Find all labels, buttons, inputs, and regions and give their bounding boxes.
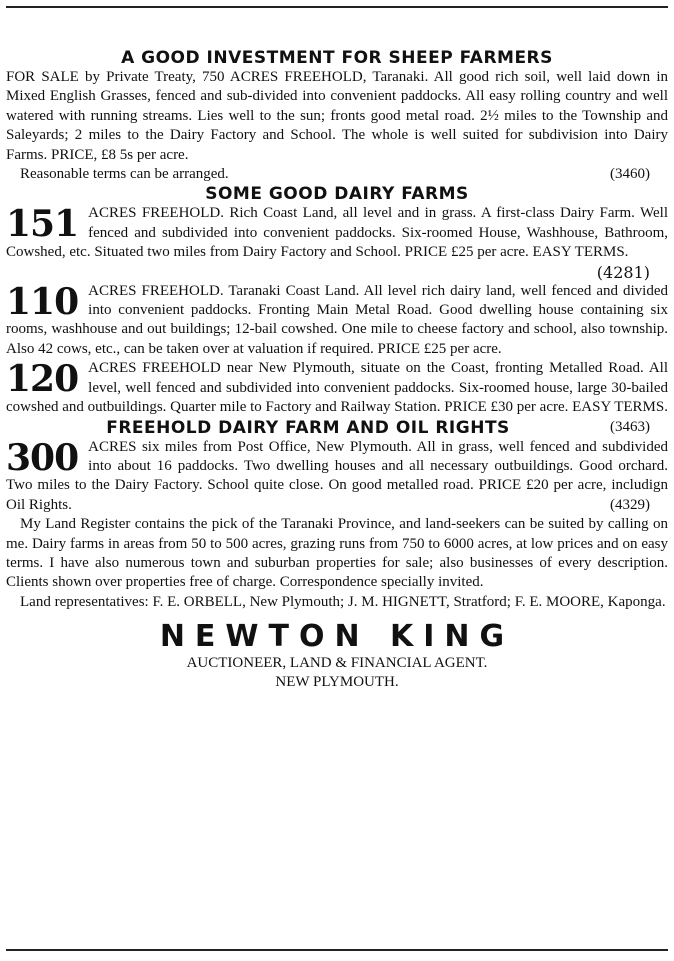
top-rule <box>6 6 668 8</box>
listing-300-acres <box>6 438 668 516</box>
listing-750-text: FOR SALE by Private Treaty, 750 ACRES FREEHOLD, Taranaki. All good rich soil, well laid down in Mixed English Grasses, fenced and sub-divided into convenient paddocks. All easy rolling country and well watered with running streams. Lies well to the sun; fronts good metal road. 2½ miles to the Township and Saleyards; 2 miles to the Dairy Factory and School. The whole is well suited for subdivision into Dairy Farms. PRICE, £8 5s per acre. <box>6 69 668 163</box>
acreage-number: 151 <box>6 203 79 246</box>
land-register-paragraph: My Land Register contains the pick of the Taranaki Province, and land-seekers can be suited by calling on me. Dairy farms in areas from 50 to 500 acres, grazing runs from 750 to 6000 acres, at low prices and on easy terms. I have also numerous town and suburban properties for sale; also businesses of every description. Clients shown over properties free of charge. Correspondence specially invited. <box>6 516 668 591</box>
advertisement-column <box>6 48 668 692</box>
advertiser-town: NEW PLYMOUTH. <box>275 674 399 691</box>
heading-sheep-farmers: A GOOD INVESTMENT FOR SHEEP FARMERS <box>121 48 553 68</box>
advertiser-name: NEWTON KING <box>159 619 515 655</box>
listing-750-acres <box>6 68 668 165</box>
acreage-number: 110 <box>6 280 79 323</box>
acreage-number: 300 <box>6 436 79 479</box>
bottom-rule <box>6 949 668 951</box>
advertiser-title: AUCTIONEER, LAND & FINANCIAL AGENT. <box>186 655 488 672</box>
reference-number: (3460) <box>610 166 650 183</box>
listing-120-text: ACRES FREEHOLD near New Plymouth, situate on the Coast, fronting Metalled Road. All level, well fenced and subdivided into convenient paddocks. Six-roomed house, large 30-bailed cowshed and outbuildings. Quarter mile to Factory and Railway Station. PRICE £30 per acre. EASY TERMS. <box>6 360 668 416</box>
acreage-number: 120 <box>6 358 79 401</box>
reference-number: (4281) <box>596 262 650 282</box>
land-representatives: Land representatives: F. E. ORBELL, New Plymouth; J. M. HIGNETT, Stratford; F. E. MOORE, Kaponga. <box>20 593 666 610</box>
listing-110-acres <box>6 282 668 360</box>
listing-750-terms <box>6 165 668 184</box>
heading-oil-rights: FREEHOLD DAIRY FARM AND OIL RIGHTS <box>106 417 510 438</box>
listing-151-acres <box>6 204 668 281</box>
reference-number: (4329) <box>610 496 650 513</box>
listing-text: ACRES FREEHOLD. Rich Coast Land, all level and in grass. A first-class Dairy Farm. Well fenced and subdivided into convenient paddocks. Six-roomed House, Washhouse, Bathroom, Cowshed, etc. Situated two miles from Dairy Factory and School. PRICE £25 per acre. EASY TERMS. <box>6 205 668 261</box>
listing-300-text: ACRES six miles from Post Office, New Plymouth. All in grass, well fenced and subdivided into about 16 paddocks. Two dwelling houses and all necessary outbuildings. Good orchard. Two miles to the Dairy Factory. School quite close. On good metalled road. PRICE £20 per acre, includign Oil Rights. <box>6 438 668 513</box>
listing-text <box>6 438 668 516</box>
heading-dairy-farms: SOME GOOD DAIRY FARMS <box>205 184 469 205</box>
listing-text: ACRES FREEHOLD. Taranaki Coast Land. All level rich dairy land, well fenced and divided into convenient paddocks. Fronting Main Metal Road. Good dwelling house containing six rooms, washhouse and out buildings; 12-bail cowshed. One mile to cheese factory and school, also township. Also 42 cows, etc., can be taken over at valuation if required. PRICE £25 per acre. <box>6 282 668 357</box>
terms-text: Reasonable terms can be arranged. <box>20 166 229 183</box>
reference-number: (3463) <box>610 418 650 435</box>
